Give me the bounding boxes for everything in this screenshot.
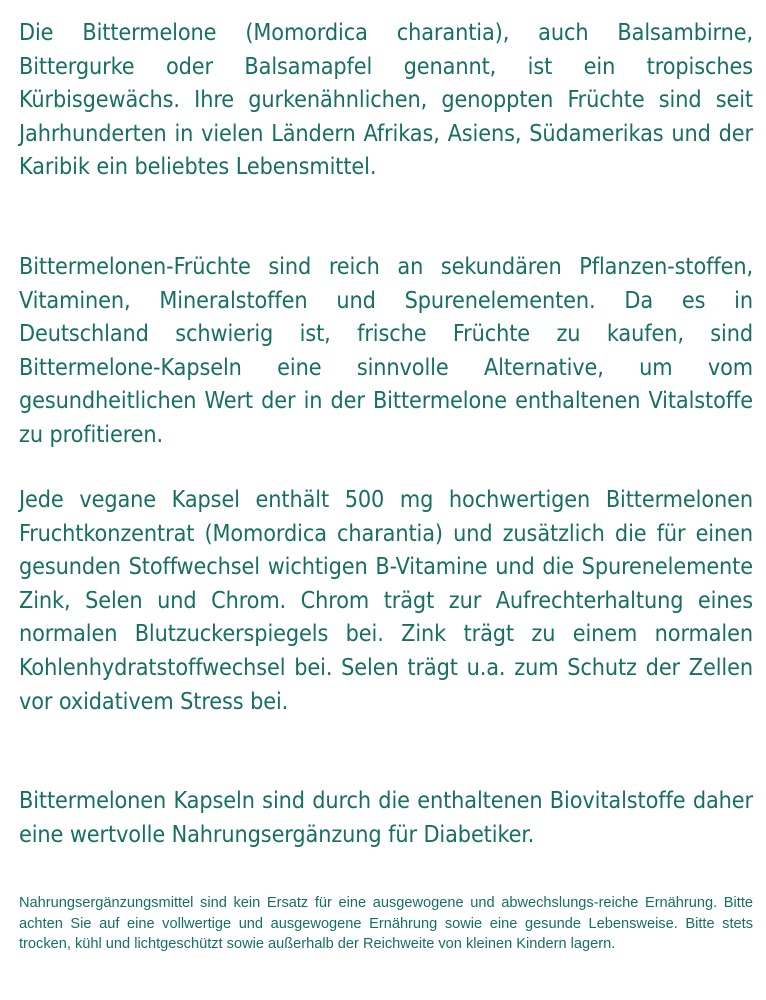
paragraph-conclusion: Bittermelonen Kapseln sind durch die enthaltenen Biovitalstoffe daher eine wertvolle Nahrungsergänzung für Diabetiker. [19, 787, 753, 848]
paragraph-intro: Die Bittermelone (Momordica charantia), auch Balsambirne, Bittergurke oder Balsamapfel genannt, ist ein tropisches Kürbisgewächs. Ihre gurkenähnlichen, genoppten Früchte sind seit Jahrhunderten in vielen Ländern Afrikas, Asiens, Südamerikas und der Karibik ein beliebtes Lebensmittel. [19, 19, 753, 181]
paragraph-ingredients: Bittermelonen-Früchte sind reich an sekundären Pflanzen-stoffen, Vitaminen, Mineralstoffen und Spurenelementen. Da es in Deutschland schwierig ist, frische Früchte zu kaufen, sind Bittermelone-Kapseln eine sinnvolle Alternative, um vom gesundheitlichen Wert der in der Bittermelone enthaltenen Vitalstoffe zu profitieren. [19, 253, 753, 448]
paragraph-capsule-content: Jede vegane Kapsel enthält 500 mg hochwertigen Bittermelonen Fruchtkonzentrat (Momordica charantia) und zusätzlich die für einen gesunden Stoffwechsel wichtigen B-Vitamine und die Spurenelemente Zink, Selen und Chrom. Chrom trägt zur Aufrechterhaltung eines normalen Blutzuckerspiegels bei. Zink trägt zu einem normalen Kohlenhydratstoffwechsel bei. Selen trägt u.a. zum Schutz der Zellen vor oxidativem Stress bei. [19, 486, 753, 715]
disclaimer-footnote: Nahrungsergänzungsmittel sind kein Ersatz für eine ausgewogene und abwechslungs-reiche Ernährung. Bitte achten Sie auf eine vollwertige und ausgewogene Ernährung sowie eine gesunde Lebensweise. Bitte stets trocken, kühl und lichtgeschützt sowie außerhalb der Reichweite von kleinen Kindern lagern. [19, 895, 753, 953]
